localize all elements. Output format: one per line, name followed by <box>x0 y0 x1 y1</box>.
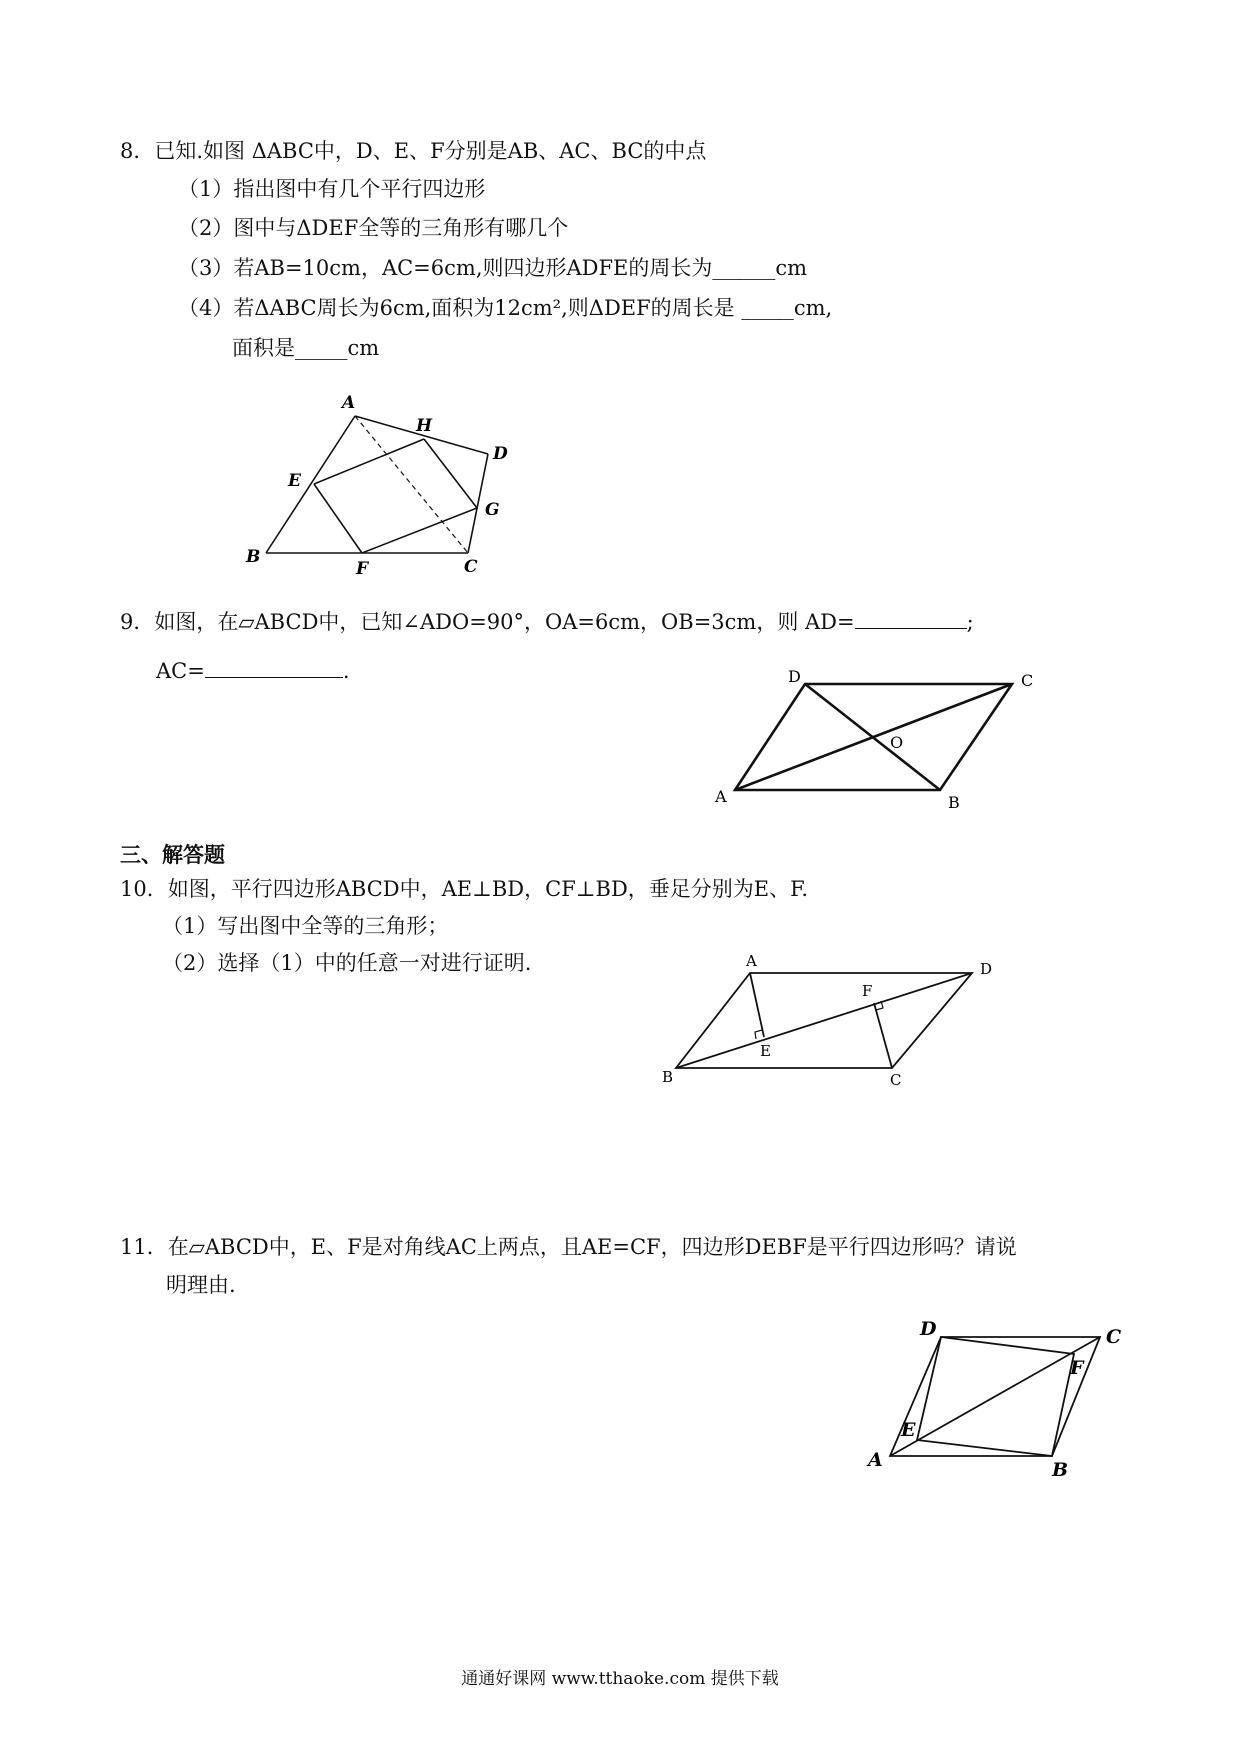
q10-label-b: B <box>662 1068 674 1086</box>
q8-segment-fe <box>314 484 362 553</box>
q9-figure <box>710 664 1050 814</box>
q9-label-a: A <box>715 787 727 806</box>
q11-label-f: F <box>1070 1357 1084 1379</box>
q10-figure <box>660 952 1000 1092</box>
q11-diagonal-ac <box>890 1337 1100 1456</box>
q9-label-o: O <box>890 733 904 752</box>
q8-label-e: E <box>288 471 301 491</box>
q10-label-d: D <box>980 960 993 978</box>
q8-label-f: F <box>356 559 369 579</box>
q10-label-a: A <box>746 952 757 970</box>
q10-stem: 10．如图，平行四边形ABCD中，AE⊥BD，CF⊥BD，垂足分别为E、F. <box>120 877 809 901</box>
q8-label-g: G <box>485 500 500 520</box>
page-footer: 通通好课网 www.tthaoke.com 提供下载 <box>461 1669 779 1689</box>
q8-label-d: D <box>493 444 508 464</box>
q8-segment-gf <box>362 508 477 553</box>
q8-segment-ab <box>266 416 355 553</box>
q8-part-1: （1）指出图中有几个平行四边形 <box>178 177 486 201</box>
q10-part-2: （2）选择（1）中的任意一对进行证明. <box>162 951 532 975</box>
q8-part-4-area: 面积是_____cm <box>232 336 380 360</box>
q10-right-angle-e <box>755 1030 762 1039</box>
q8-stem: 8．已知.如图 ΔABC中，D、E、F分别是AB、AC、BC的中点 <box>120 139 707 163</box>
q11-label-b: B <box>1052 1459 1069 1480</box>
q8-part-3: （3）若AB=10cm，AC=6cm,则四边形ADFE的周长为______cm <box>178 256 808 280</box>
q8-label-a: A <box>342 393 356 413</box>
q10-diagonal-bd <box>676 973 972 1068</box>
q11-label-a: A <box>868 1449 883 1471</box>
q9-label-d: D <box>788 667 801 686</box>
q8-dashed-diagonal-ac <box>355 416 468 553</box>
q10-label-e: E <box>760 1042 771 1060</box>
q8-part-4: （4）若ΔABC周长为6cm,面积为12cm²,则ΔDEF的周长是 _____cm, <box>178 296 833 320</box>
q8-label-c: C <box>464 557 478 577</box>
q8-segment-eh <box>314 439 424 484</box>
q10-part-1: （1）写出图中全等的三角形； <box>162 914 449 938</box>
q9-ad-blank <box>855 606 967 629</box>
q9-ac-end: . <box>342 659 350 683</box>
q10-segment-cf <box>874 1003 892 1068</box>
q10-label-f: F <box>862 982 873 1000</box>
q9-label-c: C <box>1021 671 1034 690</box>
q8-part-2: （2）图中与ΔDEF全等的三角形有哪几个 <box>178 216 569 240</box>
q9-stem-text: 9．如图，在▱ABCD中，已知∠ADO=90°，OA=6cm，OB=3cm，则 AD= <box>120 610 855 634</box>
q9-diagonal-bd <box>805 684 940 790</box>
q10-segment-ae <box>750 973 764 1037</box>
q11-label-c: C <box>1106 1326 1122 1348</box>
q10-label-c: C <box>890 1071 902 1089</box>
q11-label-d: D <box>920 1318 937 1340</box>
q8-label-h: H <box>416 416 433 436</box>
q11-stem: 11．在▱ABCD中，E、F是对角线AC上两点，且AE=CF，四边形DEBF是平行四边形吗？请说 <box>120 1235 1017 1259</box>
q8-figure <box>240 390 520 580</box>
q11-figure <box>860 1310 1140 1480</box>
q9-label-b: B <box>948 793 960 812</box>
q11-stem-2: 明理由. <box>166 1273 236 1297</box>
section-3-title: 三、解答题 <box>120 842 225 867</box>
q11-label-e: E <box>901 1419 916 1441</box>
q9-ac-label: AC= <box>156 659 205 683</box>
q9-stem-end: ; <box>966 610 974 634</box>
q9-ac-line <box>156 655 350 686</box>
q9-stem <box>120 606 974 637</box>
q9-ac-blank <box>205 655 343 678</box>
q8-label-b: B <box>246 547 261 567</box>
